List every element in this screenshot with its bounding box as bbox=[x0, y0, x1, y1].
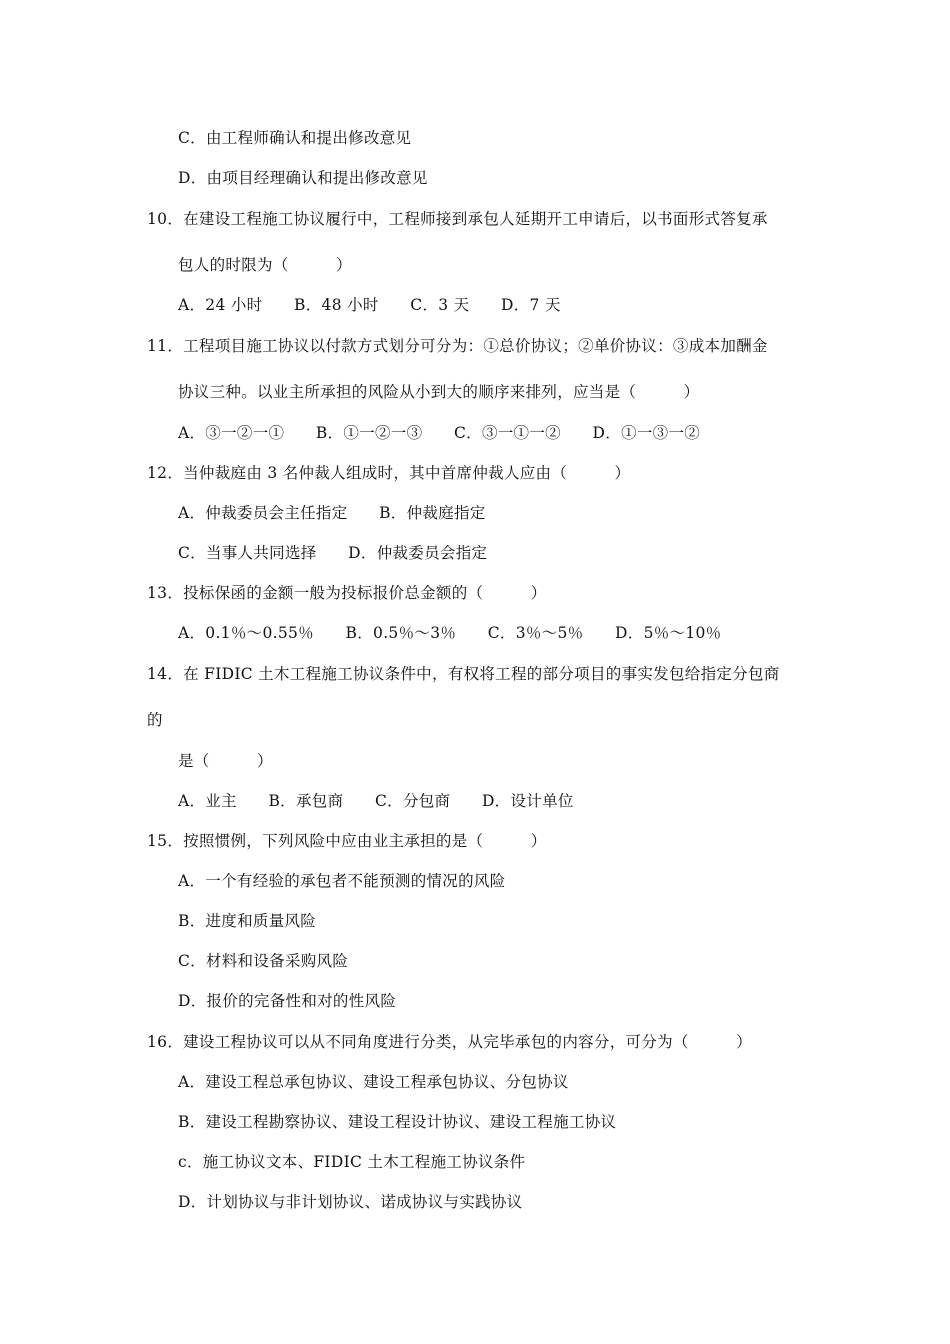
q14-stem-end: 是（ ） bbox=[178, 752, 273, 770]
q12-options-cd: C．当事人共同选择 D．仲裁委员会指定 bbox=[178, 544, 488, 562]
q12-stem: 12．当仲裁庭由 3 名仲裁人组成时，其中首席仲裁人应由（ ） bbox=[147, 464, 631, 482]
q13-options: A．0.1％～0.55％ B．0.5％～3％ C．3％～5％ D．5％～10％ bbox=[178, 624, 722, 642]
q10-stem: 10．在建设工程施工协议履行中，工程师接到承包人延期开工申请后，以书面形式答复承 bbox=[147, 210, 768, 228]
q16-option-c: c．施工协议文本、FIDIC 土木工程施工协议条件 bbox=[178, 1153, 526, 1171]
q15-option-a: A．一个有经验的承包者不能预测的情况的风险 bbox=[178, 872, 506, 890]
q14-stem-cont: 的 bbox=[147, 711, 163, 729]
q15-option-d: D．报价的完备性和对的性风险 bbox=[178, 992, 397, 1010]
q15-option-c: C．材料和设备采购风险 bbox=[178, 952, 349, 970]
q11-options: A．③一②一① B．①一②一③ C．③一①一② D．①一③一② bbox=[178, 424, 701, 442]
q14-stem: 14．在 FIDIC 土木工程施工协议条件中，有权将工程的部分项目的事实发包给指定分包商 bbox=[147, 665, 780, 683]
q16-option-b: B．建设工程勘察协议、建设工程设计协议、建设工程施工协议 bbox=[178, 1113, 617, 1131]
q16-stem: 16．建设工程协议可以从不同角度进行分类，从完毕承包的内容分，可分为（ ） bbox=[147, 1033, 752, 1051]
q14-options: A．业主 B．承包商 C．分包商 D．设计单位 bbox=[178, 792, 574, 810]
q10-options: A．24 小时 B．48 小时 C．3 天 D．7 天 bbox=[178, 296, 561, 314]
q9-option-d: D．由项目经理确认和提出修改意见 bbox=[178, 169, 428, 187]
q13-stem: 13．投标保函的金额一般为投标报价总金额的（ ） bbox=[147, 584, 547, 602]
q12-options-ab: A．仲裁委员会主任指定 B．仲裁庭指定 bbox=[178, 504, 486, 522]
q15-stem: 15．按照惯例，下列风险中应由业主承担的是（ ） bbox=[147, 832, 547, 850]
q16-option-a: A．建设工程总承包协议、建设工程承包协议、分包协议 bbox=[178, 1073, 569, 1091]
q15-option-b: B．进度和质量风险 bbox=[178, 912, 317, 930]
q11-stem-cont: 协议三种。以业主所承担的风险从小到大的顺序来排列，应当是（ ） bbox=[178, 383, 700, 401]
q11-stem: 11．工程项目施工协议以付款方式划分可分为：①总价协议；②单价协议：③成本加酬金 bbox=[147, 337, 768, 355]
q9-option-c: C．由工程师确认和提出修改意见 bbox=[178, 129, 412, 147]
q10-stem-cont: 包人的时限为（ ） bbox=[178, 256, 352, 274]
q16-option-d: D．计划协议与非计划协议、诺成协议与实践协议 bbox=[178, 1193, 523, 1211]
